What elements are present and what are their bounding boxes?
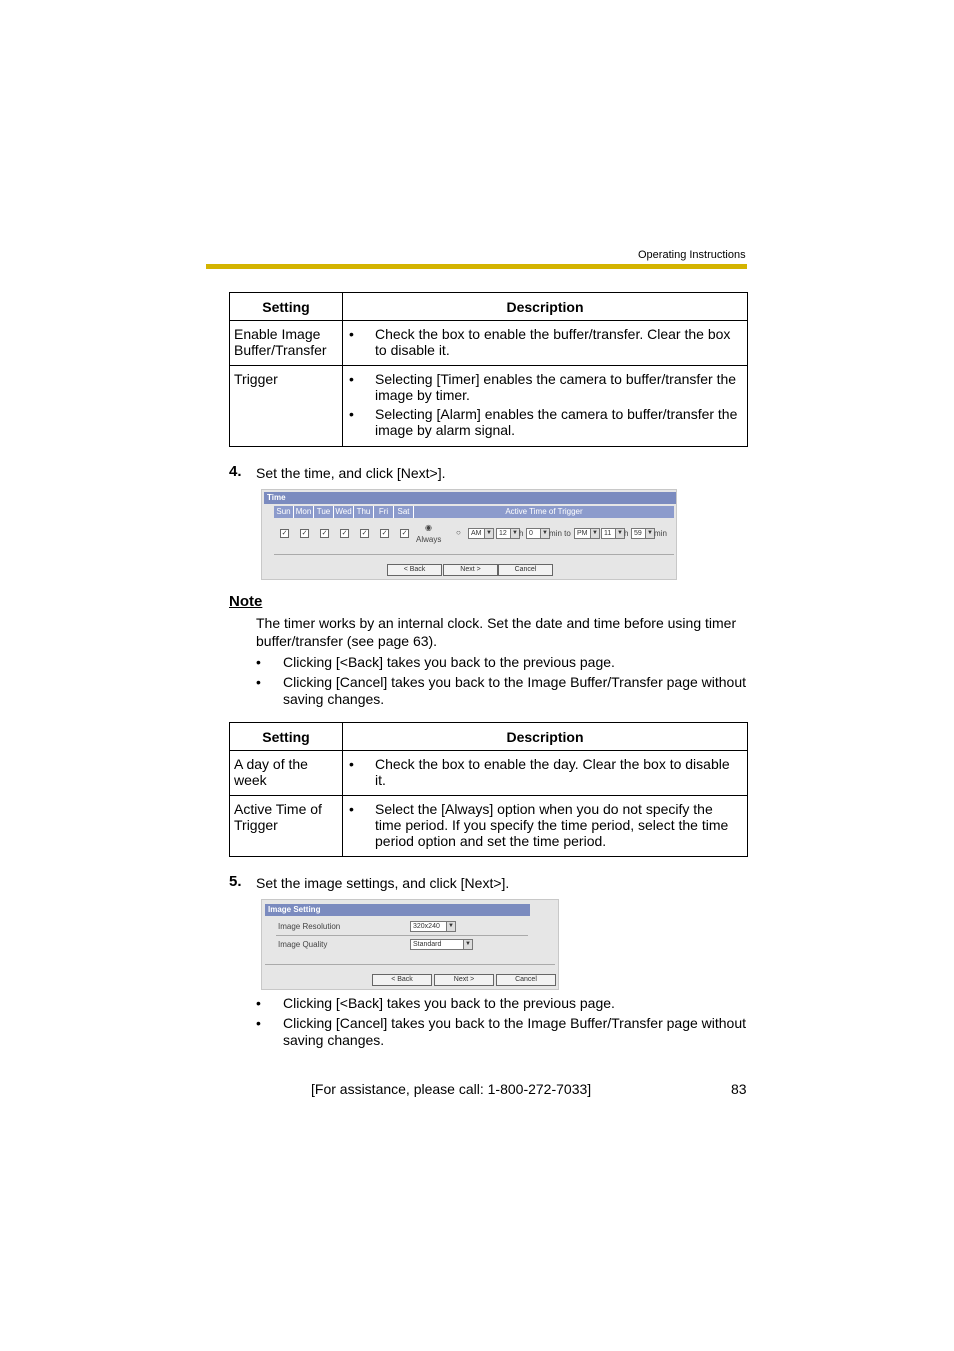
day-header-sun: Sun (274, 506, 294, 518)
divider (265, 964, 555, 965)
end-min-select[interactable]: 59 ▼ (631, 528, 655, 539)
table-row (230, 796, 748, 857)
table-row (230, 751, 748, 796)
resolution-label: Image Resolution (278, 922, 341, 931)
quality-select[interactable]: Standard ▼ (410, 939, 473, 950)
step-number: 4. (229, 463, 242, 480)
description-bullet: • Check the box to enable the buffer/transfer. Clear the box to disable it. (347, 326, 743, 358)
quality-label: Image Quality (278, 940, 328, 949)
next-button[interactable]: Next > (443, 564, 498, 576)
description-cell (343, 796, 748, 857)
period-radio[interactable]: ○ (456, 528, 461, 537)
time-title-bar: Time (264, 492, 676, 504)
image-settings-screenshot (261, 899, 559, 990)
table-row (230, 366, 748, 447)
hour-unit-label-2: h (624, 529, 629, 538)
column-header-setting: Setting (230, 723, 343, 751)
note-bullet: • Clicking [<Back] takes you back to the previous page. (256, 654, 750, 671)
days-header-row (274, 506, 674, 518)
divider (274, 554, 674, 555)
time-settings-screenshot (261, 489, 677, 580)
start-ampm-select[interactable]: AM ▼ (468, 528, 494, 539)
resolution-select[interactable]: 320x240 ▼ (410, 921, 456, 932)
day-header-tue: Tue (314, 506, 334, 518)
description-cell (343, 366, 748, 447)
page-number: 83 (731, 1081, 747, 1097)
tue-checkbox[interactable]: ✓ (321, 530, 328, 537)
step-text: Set the image settings, and click [Next>]. (256, 875, 510, 891)
description-bullet: • Selecting [Alarm] enables the camera to buffer/transfer the image by alarm signal. (347, 406, 743, 438)
setting-cell: Trigger (230, 366, 343, 447)
image-title-bar: Image Setting (265, 904, 530, 916)
next-button[interactable]: Next > (434, 974, 494, 986)
cancel-button[interactable]: Cancel (498, 564, 553, 576)
wed-checkbox[interactable]: ✓ (341, 530, 348, 537)
note-bullets (256, 654, 750, 711)
divider (276, 935, 528, 936)
day-header-wed: Wed (334, 506, 354, 518)
bullet-item: • Clicking [<Back] takes you back to the previous page. (256, 995, 750, 1012)
end-ampm-select[interactable]: PM ▼ (574, 528, 600, 539)
settings-table-2 (229, 722, 748, 857)
min-unit-label: min (654, 529, 667, 538)
sat-checkbox[interactable]: ✓ (401, 530, 408, 537)
column-header-setting: Setting (230, 293, 343, 321)
cancel-button[interactable]: Cancel (496, 974, 556, 986)
column-header-description: Description (343, 723, 748, 751)
mon-checkbox[interactable]: ✓ (301, 530, 308, 537)
day-header-thu: Thu (354, 506, 374, 518)
header-rule (206, 264, 747, 269)
active-time-header: Active Time of Trigger (505, 507, 583, 516)
back-button[interactable]: < Back (387, 564, 442, 576)
setting-cell: Active Time of Trigger (230, 796, 343, 857)
settings-table-1 (229, 292, 748, 447)
running-header: Operating Instructions (638, 249, 746, 261)
assistance-line: [For assistance, please call: 1-800-272-7033] (311, 1081, 592, 1097)
day-header-mon: Mon (294, 506, 314, 518)
start-min-select[interactable]: 0 ▼ (526, 528, 550, 539)
step-text: Set the time, and click [Next>]. (256, 465, 446, 481)
bullet-item: • Clicking [Cancel] takes you back to the Image Buffer/Transfer page without saving changes. (256, 1015, 750, 1049)
sun-checkbox[interactable]: ✓ (281, 530, 288, 537)
back-button[interactable]: < Back (372, 974, 432, 986)
description-bullet: • Select the [Always] option when you do not specify the time period. If you specify the time period, select the time period option and set the time period. (347, 801, 743, 849)
description-bullet: • Selecting [Timer] enables the camera to buffer/transfer the image by timer. (347, 371, 743, 403)
note-title: Note (229, 593, 263, 610)
description-cell (343, 751, 748, 796)
note-text: The timer works by an internal clock. Set the date and time before using timer buffer/transfer (see page 63). (256, 615, 737, 649)
day-header-sat: Sat (394, 506, 414, 518)
fri-checkbox[interactable]: ✓ (381, 530, 388, 537)
description-bullet: • Check the box to enable the day. Clear the box to disable it. (347, 756, 743, 788)
thu-checkbox[interactable]: ✓ (361, 530, 368, 537)
hour-unit-label: h (519, 529, 524, 538)
step-number: 5. (229, 873, 242, 890)
step5-bullets (256, 995, 750, 1052)
min-to-label: min to (549, 529, 571, 538)
day-header-fri: Fri (374, 506, 394, 518)
column-header-description: Description (343, 293, 748, 321)
always-label: Always (416, 535, 442, 544)
always-radio[interactable]: ◉ (425, 523, 432, 532)
note-bullet: • Clicking [Cancel] takes you back to the Image Buffer/Transfer page without saving changes. (256, 674, 750, 708)
table-row (230, 321, 748, 366)
start-hour-select[interactable]: 12 ▼ (496, 528, 520, 539)
setting-cell: Enable Image Buffer/Transfer (230, 321, 343, 366)
description-cell (343, 321, 748, 366)
setting-cell: A day of the week (230, 751, 343, 796)
end-hour-select[interactable]: 11 ▼ (601, 528, 625, 539)
